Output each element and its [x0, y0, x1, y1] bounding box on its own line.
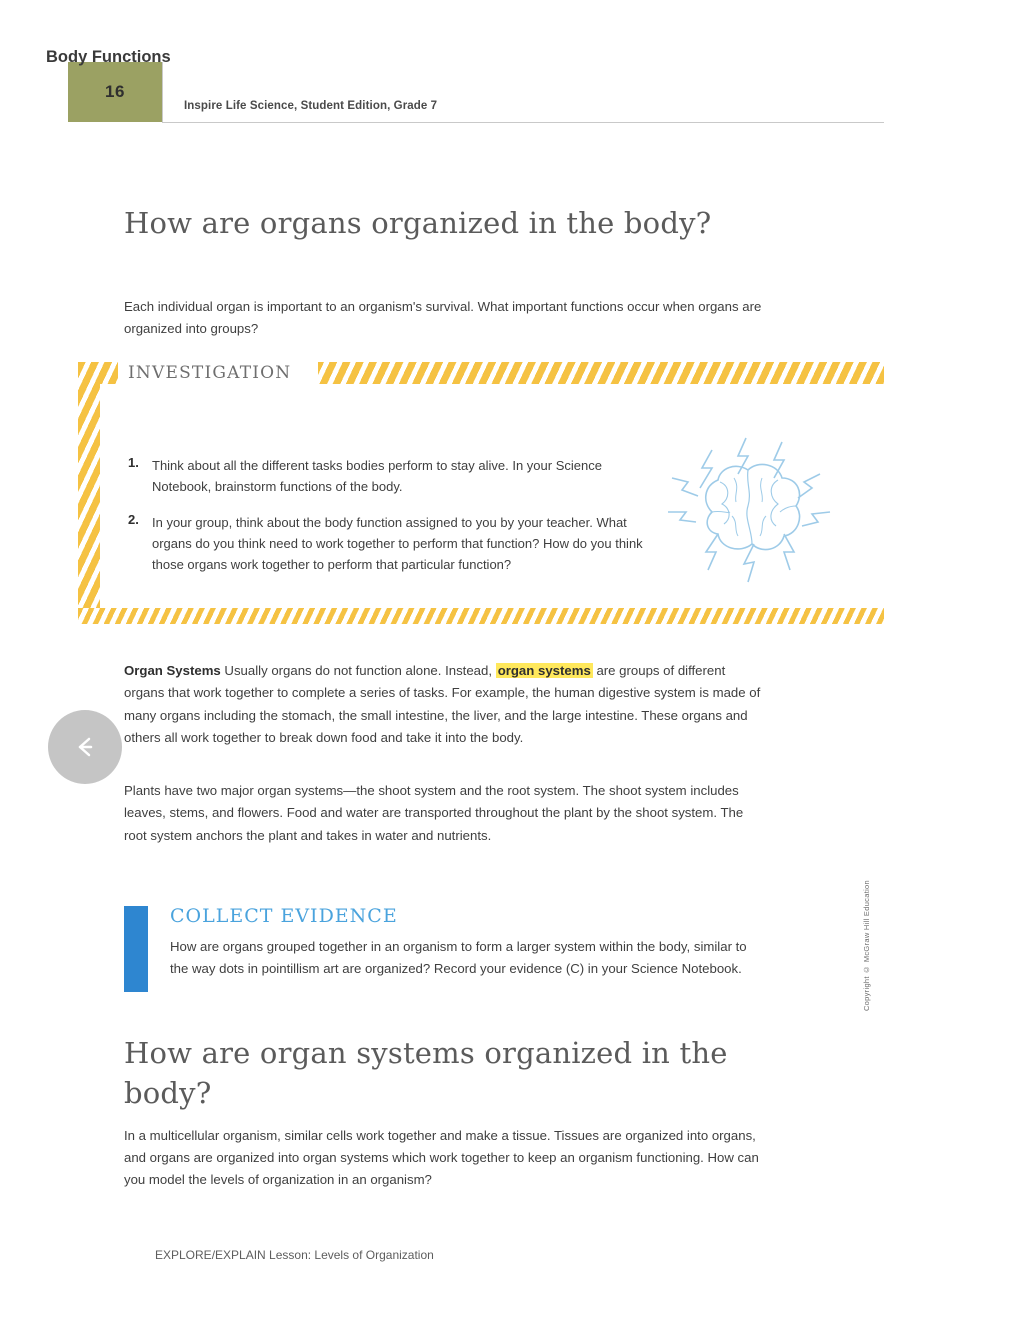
- investigation-item-text: In your group, think about the body function assigned to you by your teacher. What organs do you think need to work together to perform that function? How do you think those organs work together to perform that particular function?: [152, 515, 643, 572]
- investigation-item-number: 2.: [128, 512, 139, 527]
- chevron-left-icon: [71, 733, 99, 761]
- investigation-hatch-bottom: [78, 608, 884, 624]
- brain-illustration: [650, 420, 850, 600]
- investigation-item-text: Think about all the different tasks bodies perform to stay alive. In your Science Notebook, brainstorm functions of the body.: [152, 458, 602, 494]
- plants-paragraph: Plants have two major organ systems—the shoot system and the root system. The shoot system includes leaves, stems, and flowers. Food and water are transported throughout the plant by the shoot system. The root system anchors the plant and takes in water and nutrients.: [124, 783, 744, 843]
- paragraph-lead: Organ Systems: [124, 663, 221, 678]
- page-number-tab: [68, 62, 162, 122]
- section-heading: How are organ systems organized in the body?: [124, 1036, 728, 1110]
- header-rule: [162, 122, 884, 123]
- previous-page-button[interactable]: [48, 710, 122, 784]
- paragraph-part1: Usually organs do not function alone. Instead,: [224, 663, 493, 678]
- investigation-label: INVESTIGATION: [128, 363, 292, 383]
- paragraph-part2: are groups of different organs that work together to complete a series of tasks. For example, the human digestive system is made of many organs including the stomach, the small intestine, the liver, and the large intestine. These organs and others all work together to break down food and take it into the body.: [124, 663, 761, 746]
- header-vertical-rule: [162, 62, 163, 122]
- collect-evidence-bar: [124, 906, 148, 992]
- collect-evidence-title: COLLECT EVIDENCE: [170, 905, 398, 927]
- section-intro-paragraph: In a multicellular organism, similar cells work together and make a tissue. Tissues are organized into organs, and organs are organized into organ systems which work together to keep an organism functioning. How can you model the levels of organization in an organism?: [124, 1128, 759, 1187]
- copyright-notice: Copyright © McGraw Hill Education: [862, 880, 871, 1012]
- page-number: 16: [105, 82, 125, 101]
- investigation-item-number: 1.: [128, 455, 139, 470]
- highlighted-term: organ systems: [497, 663, 591, 678]
- investigation-hatch-left: [78, 362, 100, 624]
- investigation-subtitle: Body Functions: [46, 48, 171, 66]
- page-title: How are organs organized in the body?: [124, 206, 712, 240]
- page-footer: EXPLORE/EXPLAIN Lesson: Levels of Organization: [155, 1248, 434, 1262]
- collect-evidence-text: How are organs grouped together in an organism to form a larger system within the body, similar to the way dots in pointillism art are organized? Record your evidence (C) in your Science Notebook.: [170, 939, 747, 977]
- book-title: Inspire Life Science, Student Edition, Grade 7: [184, 100, 438, 112]
- organ-systems-paragraph: [124, 660, 769, 750]
- intro-paragraph: Each individual organ is important to an organism's survival. What important functions occur when organs are organized into groups?: [124, 299, 762, 336]
